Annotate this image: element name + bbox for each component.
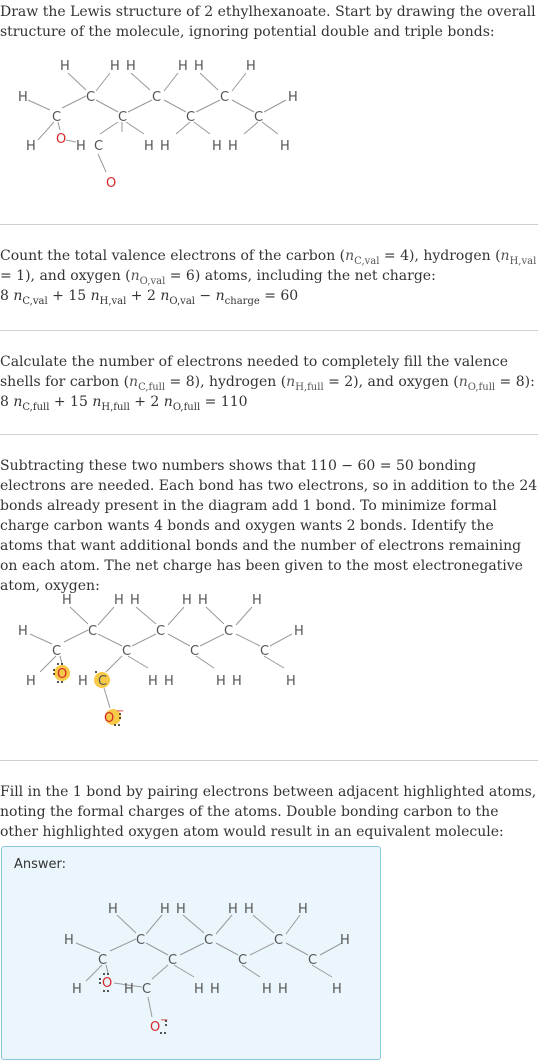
molecule-diagram-final (2, 847, 380, 1059)
atom-h: H (228, 902, 238, 917)
molecule-diagram-highlighted (0, 584, 538, 744)
atom-h: H (176, 902, 186, 917)
full-shell-formula: 8 $n_{C,full} + 15$ $n_{H,full} + 2$ $n_{O,full} = 110$ (0, 394, 248, 413)
atom-c: C (274, 933, 284, 948)
atom-c: C (94, 139, 104, 154)
step2-section (0, 246, 538, 306)
atom-h: H (232, 674, 242, 689)
atom-h: H (228, 139, 238, 154)
atom-c: C (186, 110, 196, 125)
step5-text: Fill in the 1 bond by pairing electrons between adjacent highlighted atoms, noting the formal charges of the atoms. Double bonding carbon to the other highlighted oxygen atom would result in an equivalent molecule: (0, 784, 537, 840)
step4-text: Subtracting these two numbers shows that 110 − 60 = 50 bonding electrons are needed. Each bond has two electrons, so in addition to the 24 bonds already present in the diagram add 1 bond. To minimize formal charge carbon wants 4 bonds and oxygen wants 2 bonds. Identify the atoms that want additional bonds and the number of electrons remaining on each atom. The net charge has been given to the most electronegative atom, oxygen: (0, 458, 538, 594)
atom-h: H (108, 902, 118, 917)
atom-o: O (104, 711, 115, 726)
atom-h: H (294, 624, 304, 639)
atom-h: H (182, 593, 192, 608)
atom-h: H (144, 139, 154, 154)
atom-h: H (198, 593, 208, 608)
atom-h: H (194, 982, 204, 997)
atom-h: H (244, 902, 254, 917)
atom-h: H (60, 59, 70, 74)
atom-c: C (88, 624, 98, 639)
atom-h: H (288, 90, 298, 105)
atom-h: H (130, 593, 140, 608)
atom-o: O (106, 176, 117, 191)
atom-c: C (190, 644, 200, 659)
atom-c: C (168, 953, 178, 968)
atom-h: H (210, 982, 220, 997)
atom-h: H (340, 933, 350, 948)
atom-o: O (150, 1020, 161, 1035)
atom-h: H (216, 674, 226, 689)
atom-h: H (18, 90, 28, 105)
charge-minus: − (116, 706, 125, 717)
atom-h: H (332, 982, 342, 997)
atom-c: C (122, 644, 132, 659)
atom-c: C (118, 110, 128, 125)
atom-h: H (194, 59, 204, 74)
atom-c: C (220, 90, 230, 105)
atom-c: C (136, 933, 146, 948)
atom-h: H (126, 59, 136, 74)
answer-label: Answer: (14, 857, 67, 872)
step3-section (0, 352, 538, 412)
atom-h: H (62, 593, 72, 608)
atom-h: H (178, 59, 188, 74)
atom-c: C (308, 953, 318, 968)
step1-text: Draw the Lewis structure of 2 ethylhexanoate. Start by drawing the overall structure of the molecule, ignoring potential double and triple bonds: (0, 4, 536, 40)
step5-section (0, 782, 538, 842)
atom-h: H (124, 982, 134, 997)
atom-h: H (164, 674, 174, 689)
atom-h: H (160, 139, 170, 154)
atom-h: H (160, 902, 170, 917)
atom-h: H (278, 982, 288, 997)
atom-c: C (204, 933, 214, 948)
divider (0, 434, 538, 435)
atom-h: H (18, 624, 28, 639)
atom-h: H (26, 139, 36, 154)
valence-electron-formula: 8 $n_{C,val} + 15$ $n_{H,val} + 2$ $n_{O,val} - n_{charge} = 60$ (0, 288, 299, 307)
atom-h: H (280, 139, 290, 154)
atom-h: H (262, 982, 272, 997)
atom-c: C (156, 624, 166, 639)
atom-h: H (252, 593, 262, 608)
atom-c: C (238, 953, 248, 968)
divider (0, 760, 538, 761)
atom-h: H (110, 59, 120, 74)
atom-c: C (260, 644, 270, 659)
divider (0, 330, 538, 331)
step3-text: Calculate the number of electrons needed to completely fill the valence shells for carbon $(n_{C,full} = 8)$, hydrogen $(n_{H,full} = 2)$, and oxygen $(n_{O,full} = 8)$: (0, 354, 535, 393)
atom-o: O (56, 132, 67, 147)
atom-h: H (148, 674, 158, 689)
divider (0, 224, 538, 225)
atom-c: C (224, 624, 234, 639)
atom-c: C (152, 90, 162, 105)
atom-c: C (86, 90, 96, 105)
atom-h: H (212, 139, 222, 154)
step2-text: Count the total valence electrons of the carbon $(n_{C,val} = 4)$, hydrogen $(n_{H,val} = 1)$, and oxygen $(n_{O,val} = 6)$ atoms, including the net charge: (0, 248, 537, 287)
step1-section (0, 2, 538, 42)
atom-c: C (254, 110, 264, 125)
atom-h: H (114, 593, 124, 608)
molecule-diagram-initial (0, 50, 538, 200)
atom-h: H (72, 982, 82, 997)
atom-h: H (64, 933, 74, 948)
atom-c: C (52, 644, 62, 659)
atom-c: C (98, 674, 108, 689)
charge-minus: − (160, 1015, 169, 1026)
step4-section (0, 456, 538, 596)
atom-h: H (78, 674, 88, 689)
atom-h: H (26, 674, 36, 689)
atom-o: O (102, 976, 113, 991)
atom-o: O (57, 667, 68, 682)
atom-h: H (298, 902, 308, 917)
atom-h: H (286, 674, 296, 689)
atom-h: H (246, 59, 256, 74)
atom-c: C (98, 953, 108, 968)
answer-box (1, 846, 381, 1060)
atom-h: H (76, 139, 86, 154)
atom-c: C (142, 982, 152, 997)
atom-c: C (52, 110, 62, 125)
